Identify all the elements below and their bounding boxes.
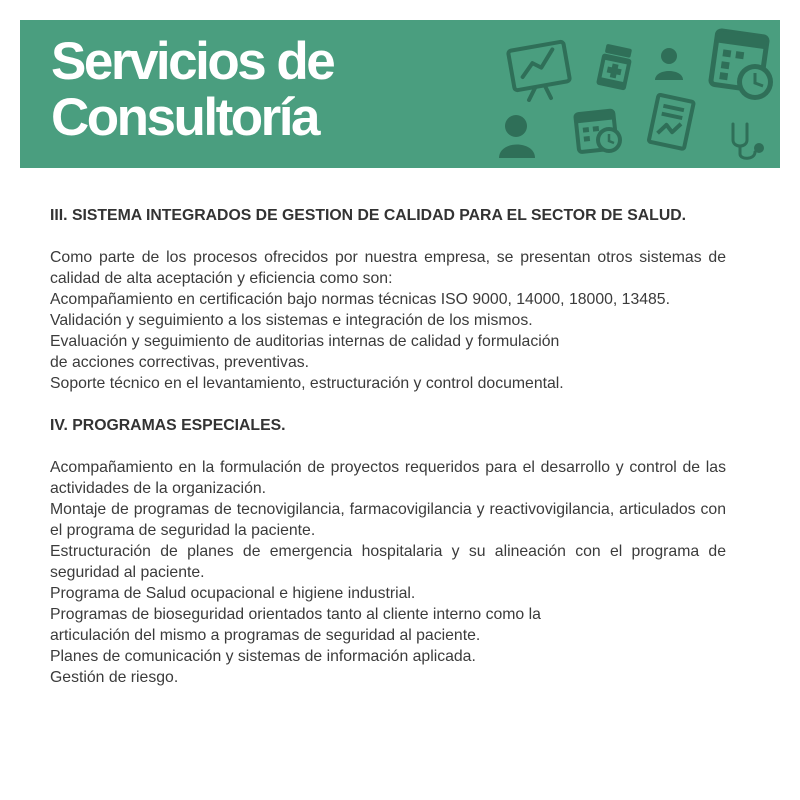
section-3-paragraph: Soporte técnico en el levantamiento, estructuración y control documental.: [50, 375, 564, 392]
section-3-paragraph: de acciones correctivas, preventivas.: [50, 354, 310, 371]
section-3-paragraph: Como parte de los procesos ofrecidos por nuestra empresa, se presentan otros sistemas de calidad de alta aceptación y eficiencia como son:: [50, 249, 726, 287]
calendar-clock-small-icon: [573, 104, 625, 156]
section-3-title: III. SISTEMA INTEGRADOS DE GESTION DE CALIDAD PARA EL SECTOR DE SALUD.: [50, 207, 687, 224]
calendar-clock-icon: [707, 28, 775, 108]
presentation-chart-icon: [505, 36, 575, 102]
section-4-paragraph: Acompañamiento en la formulación de proyectos requeridos para el desarrollo y control de las actividades de la organización.: [50, 459, 726, 497]
section-3-paragraph: Validación y seguimiento a los sistemas e integración de los mismos.: [50, 312, 533, 329]
medicine-bottle-icon: [593, 42, 637, 92]
section-4-paragraph: Programas de bioseguridad orientados tanto al cliente interno como la: [50, 606, 541, 623]
section-3-paragraph: Evaluación y seguimiento de auditorias internas de calidad y formulación: [50, 333, 560, 350]
section-4-paragraph: Gestión de riesgo.: [50, 669, 179, 686]
document-chart-icon: [643, 92, 701, 154]
section-4-paragraph: Montaje de programas de tecnovigilancia, farmacovigilancia y reactivovigilancia, articulados con el programa de seguridad la paciente.: [50, 501, 726, 539]
section-4-paragraph: Planes de comunicación y sistemas de información aplicada.: [50, 648, 476, 665]
section-4-paragraph: Programa de Salud ocupacional e higiene industrial.: [50, 585, 416, 602]
doctor-icon: [497, 112, 539, 160]
section-3-paragraph: Acompañamiento en certificación bajo normas técnicas ISO 9000, 14000, 18000, 13485.: [50, 291, 670, 308]
page-title: [51, 34, 333, 146]
title-line-2: Consultoría: [51, 88, 318, 147]
stethoscope-icon: [725, 118, 771, 164]
section-4-title: IV. PROGRAMAS ESPECIALES.: [50, 417, 286, 434]
banner-icons: [475, 20, 780, 168]
section-4-paragraph: articulación del mismo a programas de seguridad al paciente.: [50, 627, 481, 644]
title-line-1: Servicios de: [51, 32, 334, 91]
user-icon: [653, 46, 685, 80]
content-body: [50, 205, 726, 688]
header-banner: [20, 20, 780, 168]
section-4-paragraph: Estructuración de planes de emergencia hospitalaria y su alineación con el programa de seguridad al paciente.: [50, 543, 726, 581]
